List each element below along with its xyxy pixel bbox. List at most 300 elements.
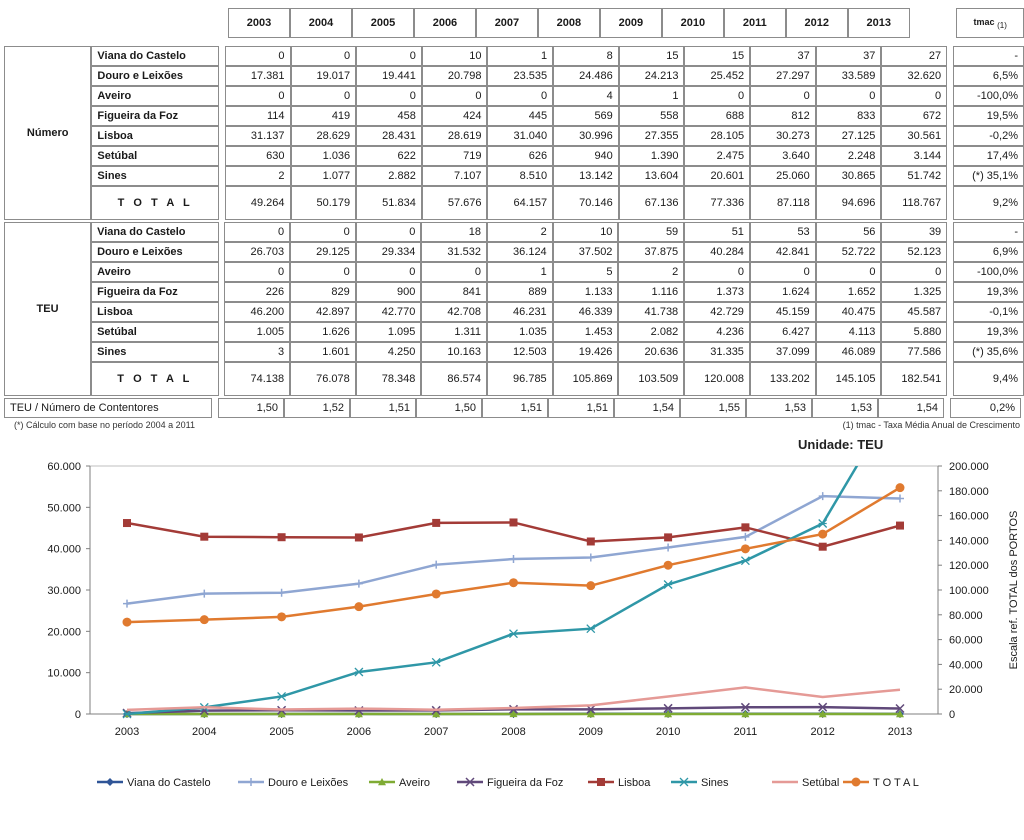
value-cell: 182.541 [881,362,947,396]
data-point-sines [432,658,440,666]
value-cell: 3.640 [750,146,816,166]
data-point-lisboa [741,523,749,531]
ratio-value: 1,52 [284,398,350,418]
table-row [4,106,1024,126]
group-label: TEU [4,222,91,396]
value-cell: 36.124 [487,242,553,262]
value-cell: 86.574 [421,362,487,396]
value-cell: 13.604 [619,166,685,186]
value-cell: 70.146 [553,186,619,220]
x-tick-label: 2003 [114,726,140,738]
value-cell: 51.834 [356,186,422,220]
y-right-tick-label: 160.000 [949,510,989,523]
data-point-lisboa [355,533,363,541]
x-tick-label: 2008 [501,726,526,738]
value-cell: 59 [618,222,684,242]
value-cell: 1.601 [290,342,356,362]
value-cell: 64.157 [487,186,553,220]
value-cell: 37 [750,46,816,66]
value-cell: 0 [881,262,947,282]
y-right-tick-label: 0 [949,709,956,721]
port-name: T O T A L [91,362,219,396]
x-tick-label: 2006 [346,726,372,738]
tmac-cell: (*) 35,6% [953,342,1024,362]
data-point-sines [510,630,518,638]
year-header: 2011 [724,8,786,38]
value-cell: 4.113 [816,322,882,342]
year-header: 2007 [476,8,538,38]
value-cell: 19.017 [291,66,357,86]
value-cell: 1.311 [421,322,487,342]
value-cell: 30.996 [553,126,619,146]
legend-label-lisboa: Lisboa [618,777,651,789]
value-cell: 103.509 [618,362,684,396]
value-cell: 17.381 [225,66,291,86]
series-line-douro-e-leix-es [127,496,900,604]
value-cell: 0 [421,262,487,282]
data-point-douro-e-leix-es [587,553,595,561]
year-header: 2005 [352,8,414,38]
value-cell: 76.078 [290,362,356,396]
value-cell: 37.502 [553,242,619,262]
table-row [4,262,1024,282]
value-cell: 672 [881,106,947,126]
value-cell: 0 [356,262,422,282]
value-cell: 31.137 [225,126,291,146]
value-cell: 1.453 [553,322,619,342]
tmac-cell: 17,4% [953,146,1024,166]
data-point-t-o-t-a-l [354,602,363,611]
value-cell: 2 [225,166,291,186]
value-cell: 2.082 [618,322,684,342]
ratio-value: 1,55 [680,398,746,418]
y-right-tick-label: 100.000 [949,585,989,597]
data-point-douro-e-leix-es [664,543,672,551]
tmac-cell: 19,5% [953,106,1024,126]
teu-table [4,222,1024,396]
y-left-tick-label: 10.000 [47,667,81,680]
ratio-value: 1,50 [416,398,482,418]
total-row [4,362,1024,396]
value-cell: 889 [487,282,553,302]
value-cell: 96.785 [487,362,553,396]
value-cell: 30.865 [816,166,882,186]
legend-label-aveiro: Aveiro [399,777,430,789]
value-cell: 4.236 [684,322,750,342]
value-cell: 46.339 [553,302,619,322]
value-cell: 0 [291,46,357,66]
value-cell: 15 [684,46,750,66]
value-cell: 1.624 [750,282,816,302]
value-cell: 0 [356,46,422,66]
value-cell: 829 [290,282,356,302]
value-cell: 0 [356,86,422,106]
port-name: Douro e Leixões [91,242,219,262]
value-cell: 18 [421,222,487,242]
table-row [4,166,1024,186]
tmac-cell: -0,1% [953,302,1024,322]
value-cell: 25.060 [750,166,816,186]
legend-label-douro-e-leix-es: Douro e Leixões [268,777,349,789]
legend-marker-t-o-t-a-l [852,778,861,787]
ratio-tmac: 0,2% [950,398,1021,418]
tmac-cell: - [953,46,1024,66]
table-row [4,322,1024,342]
value-cell: 27.125 [816,126,882,146]
value-cell: 6.427 [750,322,816,342]
legend-label-sines: Sines [701,777,729,789]
table-row [4,126,1024,146]
value-cell: 87.118 [750,186,816,220]
data-point-lisboa [432,519,440,527]
value-cell: 15 [619,46,685,66]
value-cell: 1 [619,86,685,106]
year-header: 2013 [848,8,910,38]
value-cell: 2.248 [816,146,882,166]
tmac-cell: -100,0% [953,262,1024,282]
data-point-douro-e-leix-es [896,495,904,503]
value-cell: 719 [422,146,488,166]
value-cell: 50.179 [291,186,357,220]
value-cell: 40.475 [816,302,882,322]
data-point-t-o-t-a-l [664,561,673,570]
value-cell: 0 [290,262,356,282]
value-cell: 0 [816,262,882,282]
tmac-note-ref: (1) [997,20,1007,30]
x-tick-label: 2010 [655,726,681,738]
y-left-tick-label: 20.000 [47,626,81,639]
value-cell: 28.431 [356,126,422,146]
year-header: 2008 [538,8,600,38]
y-right-tick-label: 180.000 [949,485,989,498]
table-row [4,242,1024,262]
y-right-tick-label: 80.000 [949,609,983,622]
value-cell: 42.729 [684,302,750,322]
value-cell: 77.336 [684,186,750,220]
value-cell: 28.105 [684,126,750,146]
value-cell: 0 [225,86,291,106]
data-point-lisboa [123,519,131,527]
value-cell: 900 [356,282,422,302]
y-right-tick-label: 140.000 [949,535,989,548]
value-cell: 42.770 [356,302,422,322]
value-cell: 29.334 [356,242,422,262]
value-cell: 1.373 [684,282,750,302]
y-left-tick-label: 60.000 [47,461,81,473]
value-cell: 940 [553,146,619,166]
value-cell: 94.696 [816,186,882,220]
value-cell: 558 [619,106,685,126]
value-cell: 37.875 [618,242,684,262]
tmac-cell: 19,3% [953,322,1024,342]
value-cell: 0 [225,46,291,66]
value-cell: 20.636 [618,342,684,362]
value-cell: 2 [618,262,684,282]
value-cell: 1.116 [618,282,684,302]
x-tick-label: 2005 [269,726,294,738]
value-cell: 27 [881,46,947,66]
chart-title: Unidade: TEU [798,437,884,452]
port-name: Douro e Leixões [91,66,219,86]
tmac-cell: 19,3% [953,282,1024,302]
table-row [4,46,1024,66]
data-point-t-o-t-a-l [432,589,441,598]
value-cell: 37 [816,46,882,66]
footnote-tmac: (1) tmac - Taxa Média Anual de Crescimento [842,420,1020,430]
table-row [4,342,1024,362]
value-cell: 2 [487,222,553,242]
value-cell: 0 [422,86,488,106]
series-line-t-o-t-a-l [127,488,900,622]
ratio-value: 1,51 [548,398,614,418]
value-cell: 24.486 [553,66,619,86]
value-cell: 1.035 [487,322,553,342]
value-cell: 27.297 [750,66,816,86]
value-cell: 0 [881,86,947,106]
data-point-t-o-t-a-l [123,618,132,627]
legend-label-set-bal: Setúbal [802,777,840,789]
legend-marker-douro-e-leix-es [247,778,255,786]
tmac-cell: - [953,222,1024,242]
data-point-lisboa [200,533,208,541]
ratio-table [4,398,1021,418]
data-point-douro-e-leix-es [510,555,518,563]
value-cell: 0 [356,222,422,242]
data-point-t-o-t-a-l [277,612,286,621]
value-cell: 25.452 [684,66,750,86]
value-cell: 0 [291,86,357,106]
value-cell: 10.163 [421,342,487,362]
legend-label-figueira-da-foz: Figueira da Foz [487,777,564,789]
data-point-douro-e-leix-es [200,590,208,598]
tmac-cell: 9,2% [953,186,1024,220]
value-cell: 49.264 [225,186,291,220]
value-cell: 45.587 [881,302,947,322]
value-cell: 46.089 [816,342,882,362]
tmac-cell: -100,0% [953,86,1024,106]
value-cell: 8.510 [487,166,553,186]
value-cell: 1.077 [291,166,357,186]
ratio-value: 1,50 [218,398,284,418]
data-point-t-o-t-a-l [586,581,595,590]
y-left-tick-label: 40.000 [47,543,81,556]
x-tick-label: 2011 [733,726,758,738]
value-cell: 569 [553,106,619,126]
legend-label-viana-do-castelo: Viana do Castelo [127,777,211,789]
value-cell: 1 [487,46,553,66]
value-cell: 419 [291,106,357,126]
value-cell: 56 [816,222,882,242]
value-cell: 12.503 [487,342,553,362]
value-cell: 1.036 [291,146,357,166]
value-cell: 67.136 [619,186,685,220]
value-cell: 0 [684,262,750,282]
port-name: Sines [91,342,219,362]
value-cell: 688 [684,106,750,126]
value-cell: 1.133 [553,282,619,302]
y-right-tick-label: 20.000 [949,684,983,697]
value-cell: 78.348 [356,362,422,396]
y-right-tick-label: 200.000 [949,461,989,473]
value-cell: 0 [487,86,553,106]
value-cell: 622 [356,146,422,166]
value-cell: 630 [225,146,291,166]
value-cell: 4.250 [356,342,422,362]
ratio-value: 1,53 [812,398,878,418]
value-cell: 5 [553,262,619,282]
port-name: Setúbal [91,146,219,166]
value-cell: 8 [553,46,619,66]
y-left-tick-label: 50.000 [47,502,81,515]
year-header: 2006 [414,8,476,38]
value-cell: 52.123 [881,242,947,262]
port-name: Lisboa [91,302,219,322]
value-cell: 1 [487,262,553,282]
value-cell: 30.561 [881,126,947,146]
tmac-header [956,8,1024,38]
value-cell: 2.882 [356,166,422,186]
data-point-sines [278,692,286,700]
year-header-table [228,8,1024,38]
value-cell: 105.869 [553,362,619,396]
year-header: 2010 [662,8,724,38]
value-cell: 51 [684,222,750,242]
spacer [910,8,957,38]
value-cell: 114 [225,106,291,126]
value-cell: 145.105 [816,362,882,396]
total-row [4,186,1024,220]
value-cell: 42.841 [750,242,816,262]
value-cell: 52.722 [816,242,882,262]
year-header: 2004 [290,8,352,38]
value-cell: 51.742 [881,166,947,186]
value-cell: 2.475 [684,146,750,166]
port-name: Lisboa [91,126,219,146]
line-chart [0,452,1024,832]
y-left-tick-label: 0 [74,709,81,721]
value-cell: 31.040 [487,126,553,146]
data-point-douro-e-leix-es [432,561,440,569]
data-point-douro-e-leix-es [123,600,131,608]
port-name: Aveiro [91,262,219,282]
ratio-value: 1,53 [746,398,812,418]
y-left-tick-label: 30.000 [47,585,81,597]
value-cell: 42.897 [290,302,356,322]
data-point-sines [819,519,827,527]
value-cell: 28.619 [422,126,488,146]
tmac-cell: -0,2% [953,126,1024,146]
x-tick-label: 2007 [423,726,449,738]
value-cell: 3.144 [881,146,947,166]
port-name: Sines [91,166,219,186]
ratio-value: 1,51 [482,398,548,418]
value-cell: 841 [421,282,487,302]
data-point-lisboa [896,522,904,530]
data-point-douro-e-leix-es [278,589,286,597]
ratio-value: 1,54 [878,398,944,418]
value-cell: 53 [750,222,816,242]
table-row [4,282,1024,302]
port-name: Aveiro [91,86,219,106]
value-cell: 40.284 [684,242,750,262]
value-cell: 0 [224,222,290,242]
data-point-t-o-t-a-l [896,483,905,492]
value-cell: 10 [422,46,488,66]
value-cell: 74.138 [224,362,290,396]
y-right-axis-label: Escala ref. TOTAL dos PORTOS [1008,510,1020,670]
data-point-sines [664,580,672,588]
legend-marker-viana-do-castelo [106,778,114,786]
value-cell: 445 [487,106,553,126]
x-tick-label: 2012 [810,726,835,738]
value-cell: 4 [553,86,619,106]
legend-marker-sines [680,778,688,786]
value-cell: 1.005 [224,322,290,342]
value-cell: 19.426 [553,342,619,362]
value-cell: 39 [881,222,947,242]
y-right-tick-label: 40.000 [949,659,983,672]
value-cell: 1.626 [290,322,356,342]
footnote-sines: (*) Cálculo com base no período 2004 a 2011 [14,420,195,430]
value-cell: 77.586 [881,342,947,362]
value-cell: 118.767 [881,186,947,220]
y-right-tick-label: 120.000 [949,560,989,573]
value-cell: 31.335 [684,342,750,362]
port-name: Figueira da Foz [91,282,219,302]
value-cell: 28.629 [291,126,357,146]
table-row [4,66,1024,86]
value-cell: 29.125 [290,242,356,262]
value-cell: 45.159 [750,302,816,322]
x-tick-label: 2004 [192,726,217,738]
y-right-tick-label: 60.000 [949,634,983,647]
value-cell: 41.738 [618,302,684,322]
value-cell: 424 [422,106,488,126]
data-point-lisboa [278,533,286,541]
value-cell: 30.273 [750,126,816,146]
ratio-label: TEU / Número de Contentores [4,398,212,418]
value-cell: 13.142 [553,166,619,186]
value-cell: 1.390 [619,146,685,166]
ratio-value: 1,54 [614,398,680,418]
tmac-cell: 6,5% [953,66,1024,86]
port-name: Viana do Castelo [91,222,219,242]
value-cell: 42.708 [421,302,487,322]
value-cell: 19.441 [356,66,422,86]
value-cell: 33.589 [816,66,882,86]
value-cell: 26.703 [224,242,290,262]
value-cell: 626 [487,146,553,166]
value-cell: 46.200 [224,302,290,322]
value-cell: 32.620 [881,66,947,86]
data-point-lisboa [587,537,595,545]
value-cell: 1.325 [881,282,947,302]
value-cell: 0 [750,86,816,106]
value-cell: 0 [684,86,750,106]
ratio-value: 1,51 [350,398,416,418]
value-cell: 0 [224,262,290,282]
value-cell: 0 [816,86,882,106]
value-cell: 833 [816,106,882,126]
group-label: Número [4,46,91,220]
data-point-t-o-t-a-l [509,578,518,587]
value-cell: 20.798 [422,66,488,86]
value-cell: 1.652 [816,282,882,302]
port-name: Viana do Castelo [91,46,219,66]
value-cell: 0 [750,262,816,282]
tmac-cell: 6,9% [953,242,1024,262]
value-cell: 458 [356,106,422,126]
